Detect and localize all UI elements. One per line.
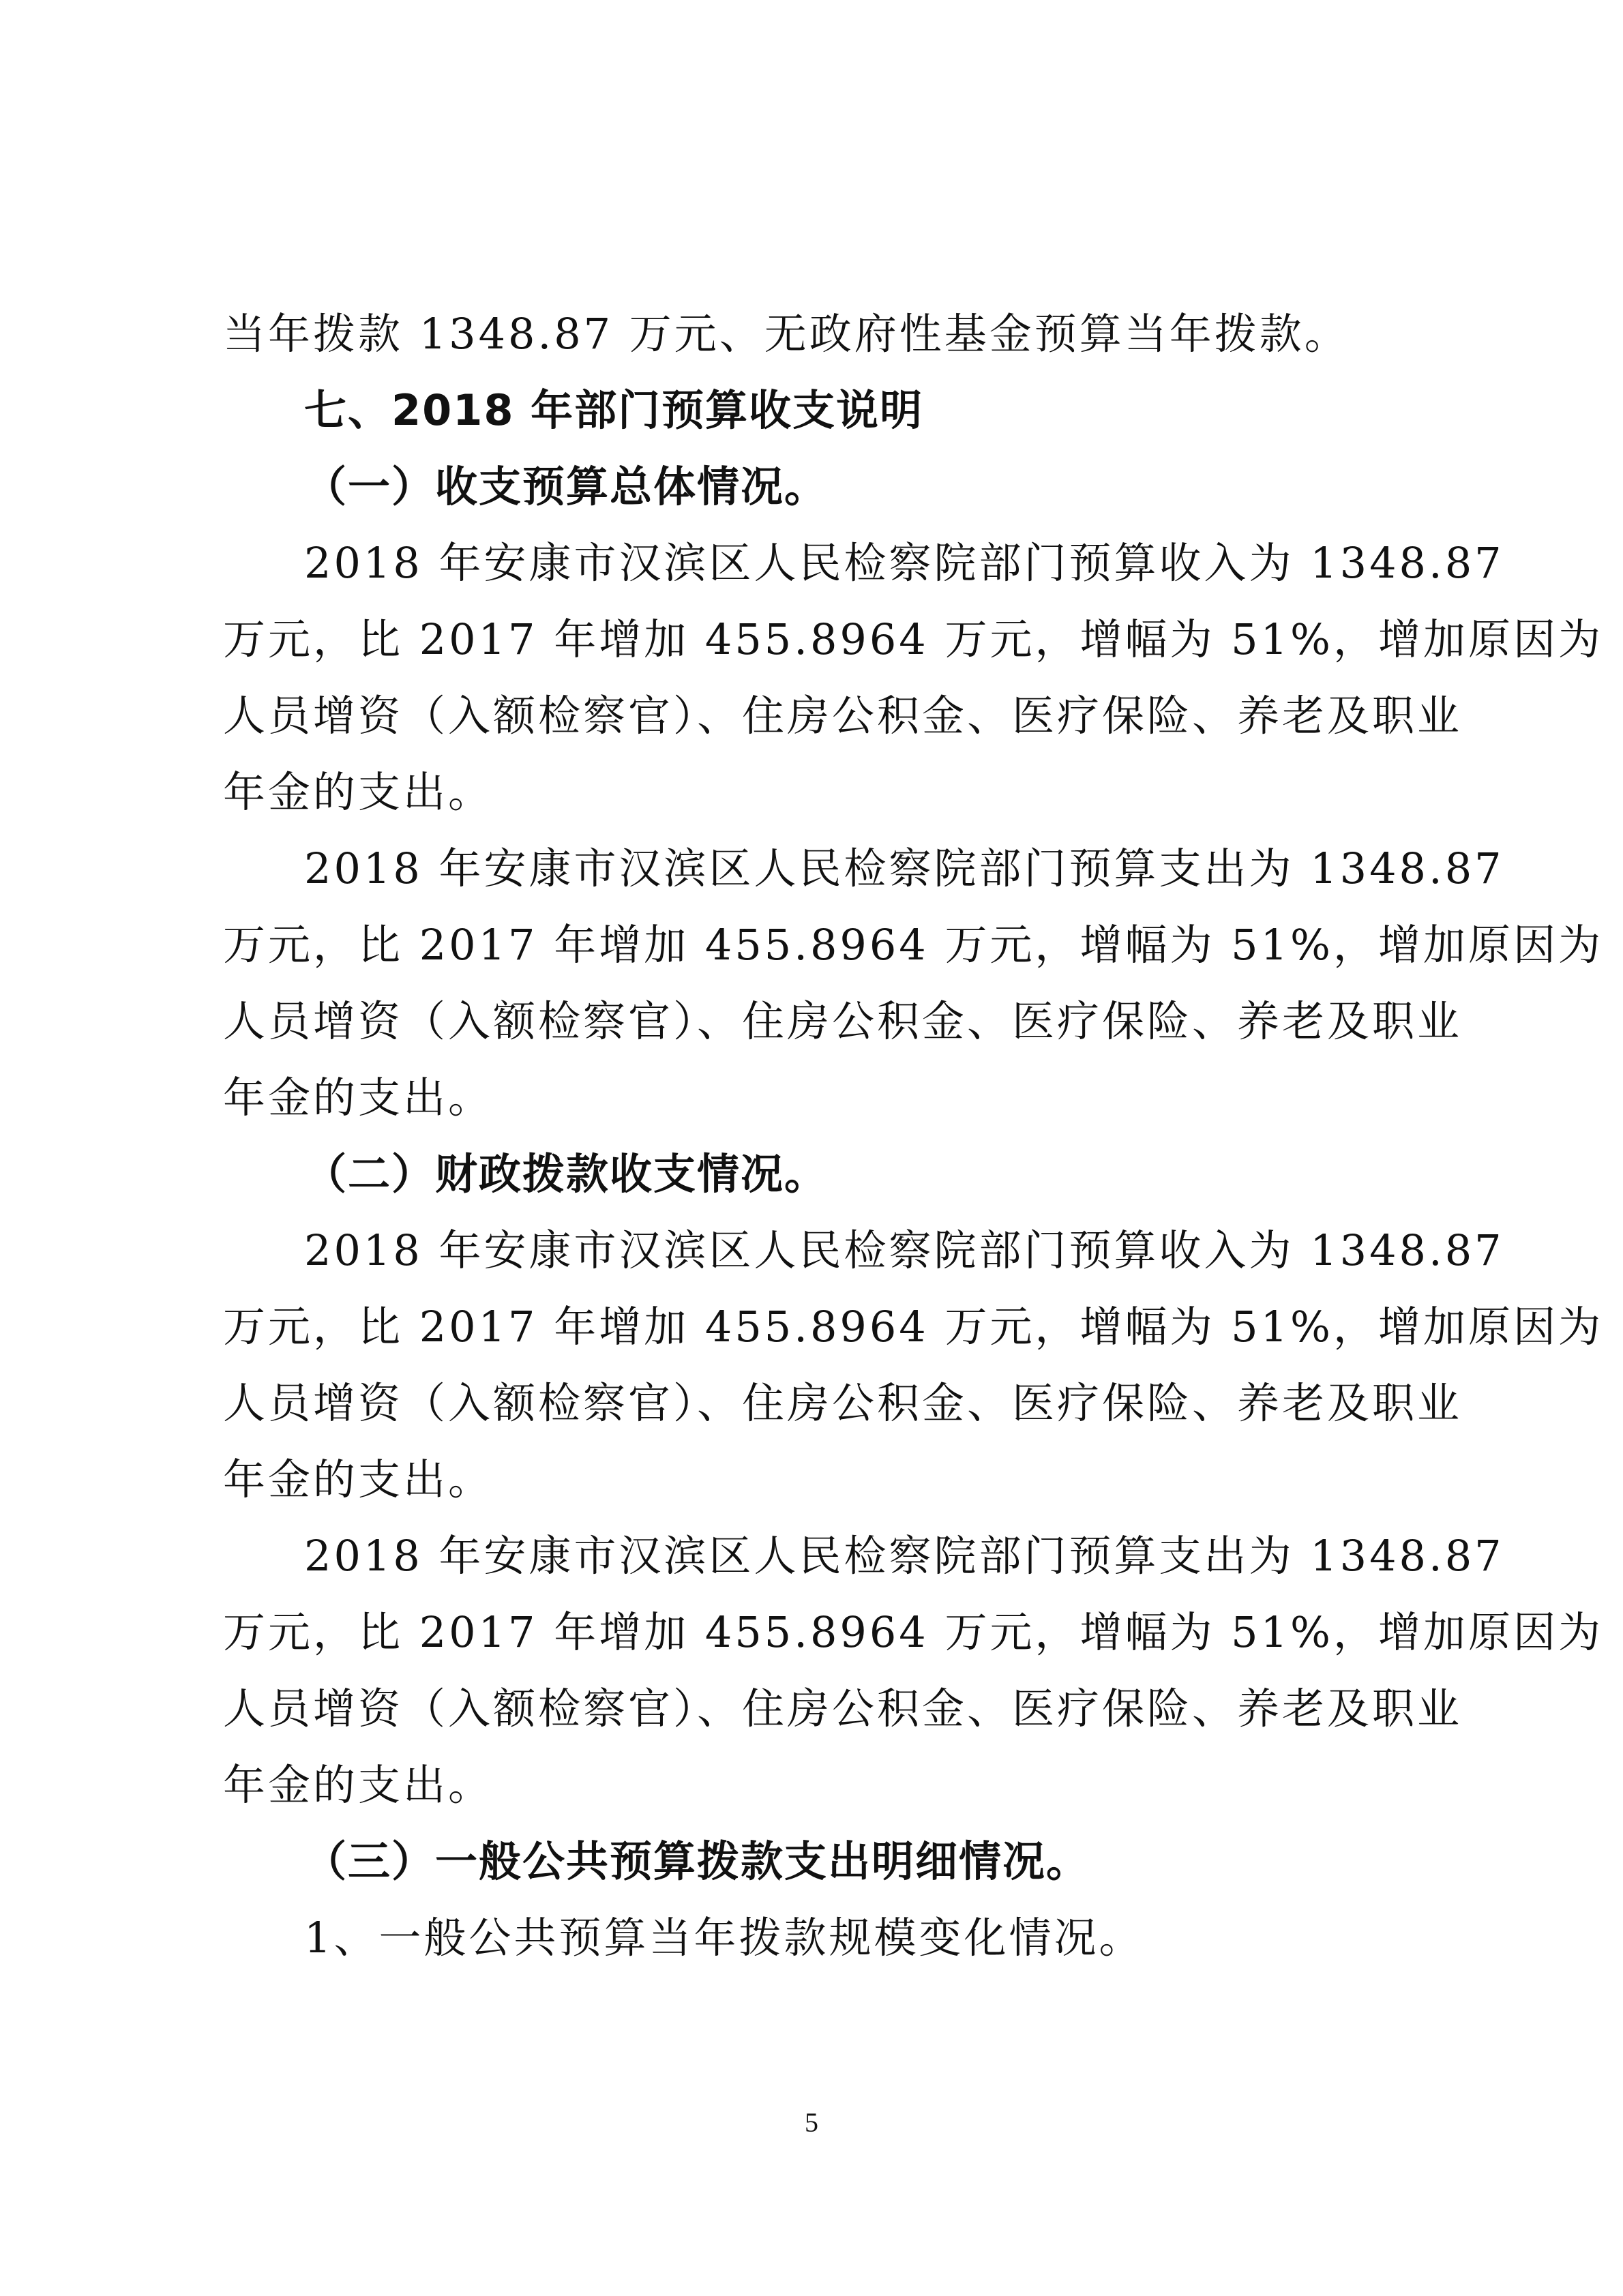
paragraph-line: 人员增资（入额检察官）、住房公积金、医疗保险、养老及职业 [223, 996, 1463, 1046]
subsection-heading: （二）财政拨款收支情况。 [304, 1149, 829, 1199]
subsection-heading: （一）收支预算总体情况。 [304, 462, 829, 511]
paragraph-line: 万元，比 2017 年增加 455.8964 万元，增幅为 51%，增加原因为 [223, 1302, 1603, 1352]
paragraph-line: 年金的支出。 [223, 1455, 494, 1504]
paragraph-line: 万元，比 2017 年增加 455.8964 万元，增幅为 51%，增加原因为 [223, 920, 1603, 970]
paragraph-line: 2018 年安康市汉滨区人民检察院部门预算支出为 1348.87 [304, 844, 1504, 893]
section-heading: 七、2018 年部门预算收支说明 [304, 385, 924, 435]
paragraph-line: 万元，比 2017 年增加 455.8964 万元，增幅为 51%，增加原因为 [223, 1607, 1603, 1657]
paragraph-line: 年金的支出。 [223, 767, 494, 817]
paragraph-line: 人员增资（入额检察官）、住房公积金、医疗保险、养老及职业 [223, 1684, 1463, 1733]
paragraph-line: 人员增资（入额检察官）、住房公积金、医疗保险、养老及职业 [223, 691, 1463, 741]
paragraph-line: 2018 年安康市汉滨区人民检察院部门预算收入为 1348.87 [304, 538, 1504, 588]
page-number: 5 [805, 2107, 818, 2138]
paragraph-line: 2018 年安康市汉滨区人民检察院部门预算收入为 1348.87 [304, 1225, 1504, 1275]
paragraph-line: 年金的支出。 [223, 1073, 494, 1122]
paragraph-line: 1、一般公共预算当年拨款规模变化情况。 [304, 1913, 1144, 1963]
paragraph-line: 万元，比 2017 年增加 455.8964 万元，增幅为 51%，增加原因为 [223, 614, 1603, 664]
paragraph-line: 人员增资（入额检察官）、住房公积金、医疗保险、养老及职业 [223, 1378, 1463, 1428]
paragraph-line: 年金的支出。 [223, 1760, 494, 1810]
paragraph-line: 2018 年安康市汉滨区人民检察院部门预算支出为 1348.87 [304, 1531, 1504, 1581]
paragraph-line: 当年拨款 1348.87 万元、无政府性基金预算当年拨款。 [223, 309, 1350, 359]
subsection-heading: （三）一般公共预算拨款支出明细情况。 [304, 1836, 1090, 1886]
